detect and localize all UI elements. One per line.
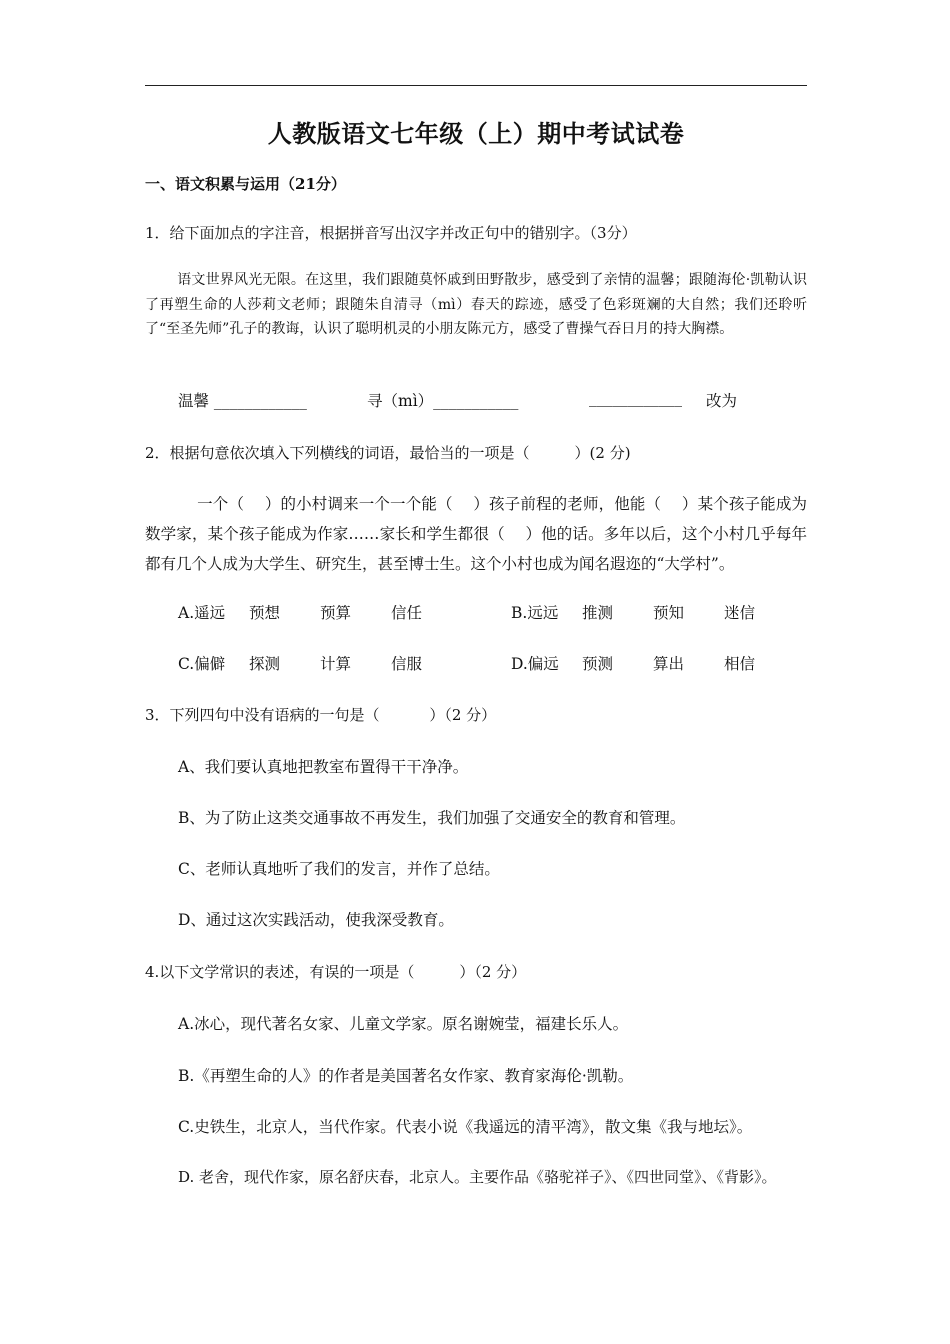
option-4a[interactable]: A.冰心，现代著名女家、儿童文学家。原名谢婉莹，福建长乐人。 — [178, 1015, 629, 1033]
option-word: 迷信 — [724, 604, 756, 622]
option-2d[interactable] — [511, 652, 755, 674]
option-word: 预算 — [320, 604, 352, 622]
question-1-prompt: 1．给下面加点的字注音，根据拼音写出汉字并改正句中的错别字。（3分） — [145, 224, 637, 242]
option-4c[interactable]: C.史铁生，北京人，当代作家。代表小说《我遥远的清平湾》，散文集《我与地坛》。 — [178, 1118, 753, 1136]
option-3c[interactable]: C、老师认真地听了我们的发言，并作了总结。 — [178, 860, 500, 878]
question-1-passage-text: 语文世界风光无限。在这里，我们跟随莫怀戚到田野散步，感受到了亲情的温馨；跟随海伦·凯勒认识了再塑生命的人莎莉文老师；跟随朱自清寻（mì）春天的踪迹，感受了色彩斑斓的大自然；我们还聆听了“至圣先师”孔子的教诲，认识了聪明机灵的小朋友陈元方，感受了曹操气吞日月的持大胸襟。 — [145, 272, 807, 337]
question-1-passage — [145, 268, 807, 342]
question-2-prompt: 2．根据句意依次填入下列横线的词语，最恰当的一项是（ ）(2 分) — [145, 444, 631, 462]
option-2b[interactable] — [511, 601, 755, 623]
option-2c[interactable] — [178, 652, 422, 674]
option-label: D.偏远 — [511, 655, 559, 673]
page-title: 人教版语文七年级（上）期中考试试卷 — [267, 119, 685, 148]
question-3-prompt: 3．下列四句中没有语病的一句是（ ）（2 分） — [145, 706, 497, 724]
section-heading: 一、语文积累与运用（21分） — [145, 175, 346, 193]
option-word: 算出 — [653, 655, 685, 673]
header-rule — [145, 85, 807, 86]
option-word: 相信 — [724, 655, 756, 673]
option-4d[interactable]: D. 老舍，现代作家，原名舒庆春，北京人。主要作品《骆驼祥子》、《四世同堂》、《背影》。 — [178, 1168, 777, 1186]
fill-blank-1[interactable]: 温馨 ____________ — [178, 392, 307, 410]
option-label: B.远远 — [511, 604, 559, 622]
option-label: C.偏僻 — [178, 655, 226, 673]
option-word: 预想 — [249, 604, 281, 622]
question-4-prompt: 4.以下文学常识的表述，有误的一项是（ ）（2 分） — [145, 963, 527, 981]
option-word: 预知 — [653, 604, 685, 622]
fill-blank-3[interactable]: ____________ — [589, 389, 682, 407]
option-word: 探测 — [249, 655, 281, 673]
option-word: 推测 — [582, 604, 614, 622]
question-2-passage — [145, 489, 807, 579]
option-2a[interactable] — [178, 601, 422, 623]
option-4b[interactable]: B.《再塑生命的人》的作者是美国著名女作家、教育家海伦·凯勒。 — [178, 1067, 634, 1085]
option-word: 预测 — [582, 655, 614, 673]
option-3d[interactable]: D、通过这次实践活动，使我深受教育。 — [178, 911, 454, 929]
option-word: 信服 — [391, 655, 423, 673]
question-2-passage-text: 一个（ ）的小村调来一个一个能（ ）孩子前程的老师，他能（ ）某个孩子能成为数学家，某个孩子能成为作家……家长和学生都很（ ）他的话。多年以后，这个小村几乎每年都有几个人成为大学生、研究生，甚至博士生。这个小村也成为闻名遐迩的“大学村”。 — [145, 495, 807, 573]
fill-blank-2[interactable]: 寻（mì）___________ — [367, 392, 519, 410]
option-3b[interactable]: B、为了防止这类交通事故不再发生，我们加强了交通安全的教育和管理。 — [178, 809, 686, 827]
fill-blank-label: 改为 — [706, 392, 738, 410]
option-3a[interactable]: A、我们要认真地把教室布置得干干净净。 — [178, 758, 469, 776]
option-label: A.遥远 — [178, 604, 226, 622]
option-word: 计算 — [320, 655, 352, 673]
option-word: 信任 — [391, 604, 423, 622]
